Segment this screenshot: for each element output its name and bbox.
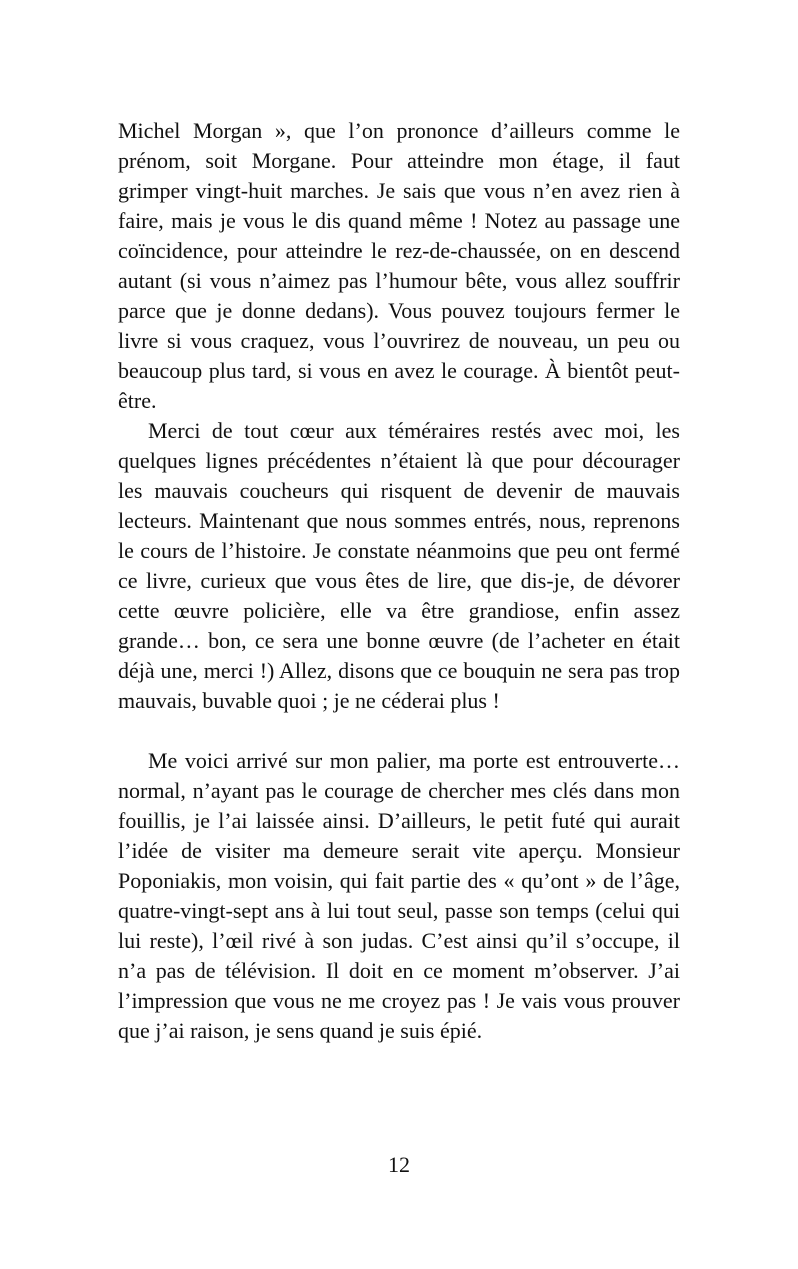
- paragraph-3: Me voici arrivé sur mon palier, ma porte est entrouverte… normal, n’ayant pas le courage de chercher mes clés dans mon fouillis, je l’ai laissée ainsi. D’ailleurs, le petit futé qui aurait l’idée de visiter ma demeure serait vite aperçu. Monsieur Poponiakis, mon voisin, qui fait partie des « qu’ont » de l’âge, quatre-vingt-sept ans à lui tout seul, passe son temps (celui qui lui reste), l’œil rivé à son judas. C’est ainsi qu’il s’occupe, il n’a pas de télévision. Il doit en ce moment m’observer. J’ai l’impression que vous ne me croyez pas ! Je vais vous prouver que j’ai raison, je sens quand je suis épié.: [118, 748, 680, 1043]
- paragraph-1: Michel Morgan », que l’on prononce d’ailleurs comme le prénom, soit Morgane. Pour atteindre mon étage, il faut grimper vingt-huit marches. Je sais que vous n’en avez rien à faire, mais je vous le dis quand même ! Notez au passage une coïncidence, pour atteindre le rez-de-chaussée, on en descend autant (si vous n’aimez pas l’humour bête, vous allez souffrir parce que je donne dedans). Vous pouvez toujours fermer le livre si vous craquez, vous l’ouvrirez de nouveau, un peu ou beaucoup plus tard, si vous en avez le courage. À bientôt peut-être.: [118, 118, 680, 413]
- page-number: 12: [388, 1152, 410, 1177]
- body-text: [118, 116, 680, 1046]
- paragraph-2: Merci de tout cœur aux téméraires restés avec moi, les quelques lignes précédentes n’étaient là que pour décourager les mauvais coucheurs qui risquent de devenir de mauvais lecteurs. Maintenant que nous sommes entrés, nous, reprenons le cours de l’histoire. Je constate néanmoins que peu ont fermé ce livre, curieux que vous êtes de lire, que dis-je, de dévorer cette œuvre policière, elle va être grandiose, enfin assez grande… bon, ce sera une bonne œuvre (de l’acheter en était déjà une, merci !) Allez, disons que ce bouquin ne sera pas trop mauvais, buvable quoi ; je ne céderai plus !: [118, 418, 680, 713]
